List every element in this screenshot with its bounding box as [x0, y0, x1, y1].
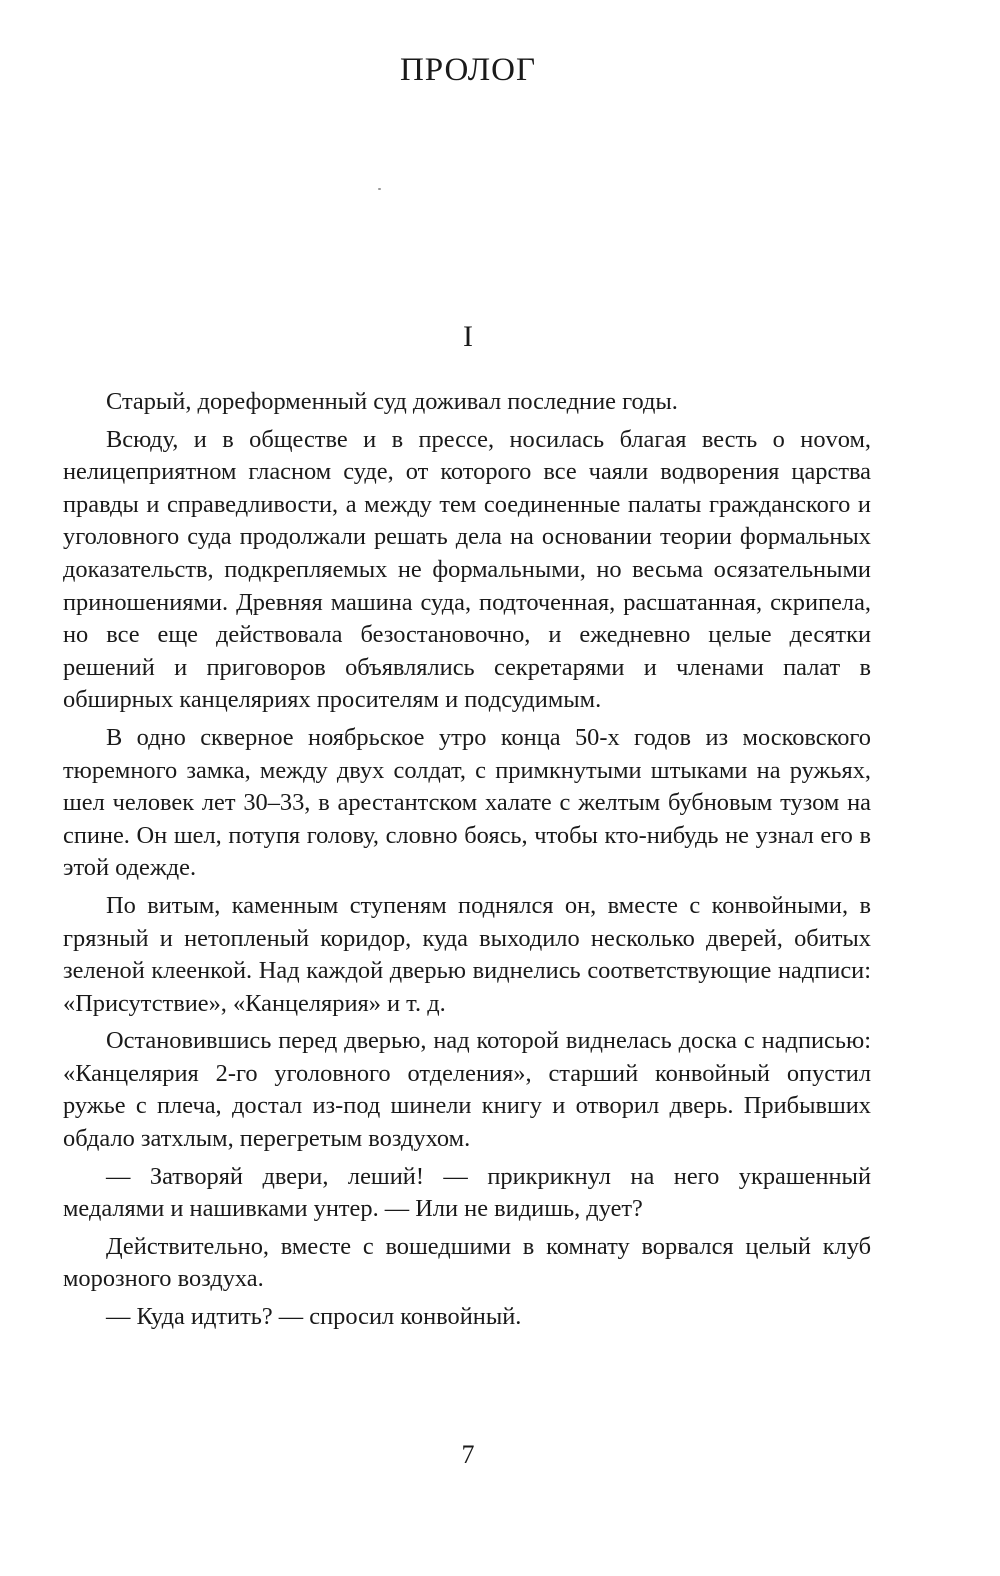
paragraph: — Куда идтить? — спросил конвойный.: [106, 1303, 522, 1331]
body-text: [63, 386, 871, 1339]
paragraph: Действительно, вместе с вошедшими в комнату ворвался целый клуб морозного воздуха.: [63, 1232, 871, 1293]
paragraph: — Затворяй двери, леший! — прикрикнул на него украшенный медалями и нашивками унтер. — Или не видишь, дует?: [63, 1162, 871, 1223]
paragraph: В одно скверное ноябрьское утро конца 50-х годов из московского тюремного замка, между двух солдат, с примкнутыми штыками на ружьях, шел человек лет 30–33, в арестантском халате с желтым бубновым тузом на спине. Он шел, потупя голову, словно боясь, чтобы кто-нибудь не узнал его в этой одежде.: [63, 723, 871, 882]
paragraph: Старый, дореформенный суд доживал последние годы.: [106, 388, 678, 415]
chapter-number: I: [463, 320, 473, 353]
paragraph: Остановившись перед дверью, над которой виднелась доска с надписью: «Канцелярия 2-го уголовного отделения», старший конвойный опустил ружье с плеча, достал из-под шинели книгу и отворил дверь. Прибывших обдало затхлым, перегретым воздухом.: [63, 1027, 871, 1153]
page-number: 7: [461, 1440, 475, 1469]
paragraph: Всюду, и в обществе и в прессе, носилась благая весть о ноvом, нелицеприятном гласном суде, от которого все чаяли водворения царства правды и справедливости, а между тем соединенные палаты гражданского и уголовного суда продолжали решать дела на основании теории формальных доказательств, подкрепляемых не формальными, но весьма осязательными приношениями. Древняя машина суда, подточенная, расшатанная, скрипела, но все еще действовала безостановочно, и ежедневно целые десятки решений и приговоров объявлялись секретарями и членами палат в обширных канцеляриях просителям и подсудимым.: [63, 425, 871, 714]
print-speck: [378, 188, 381, 190]
page-title: ПРОЛОГ: [399, 52, 537, 88]
paragraph: По витым, каменным ступеням поднялся он, вместе с конвойными, в грязный и нетопленый коридор, куда выходило несколько дверей, обитых зеленой клеенкой. Над каждой дверью виднелись соответствующие надписи: «Присутствие», «Канцелярия» и т. д.: [63, 891, 871, 1017]
